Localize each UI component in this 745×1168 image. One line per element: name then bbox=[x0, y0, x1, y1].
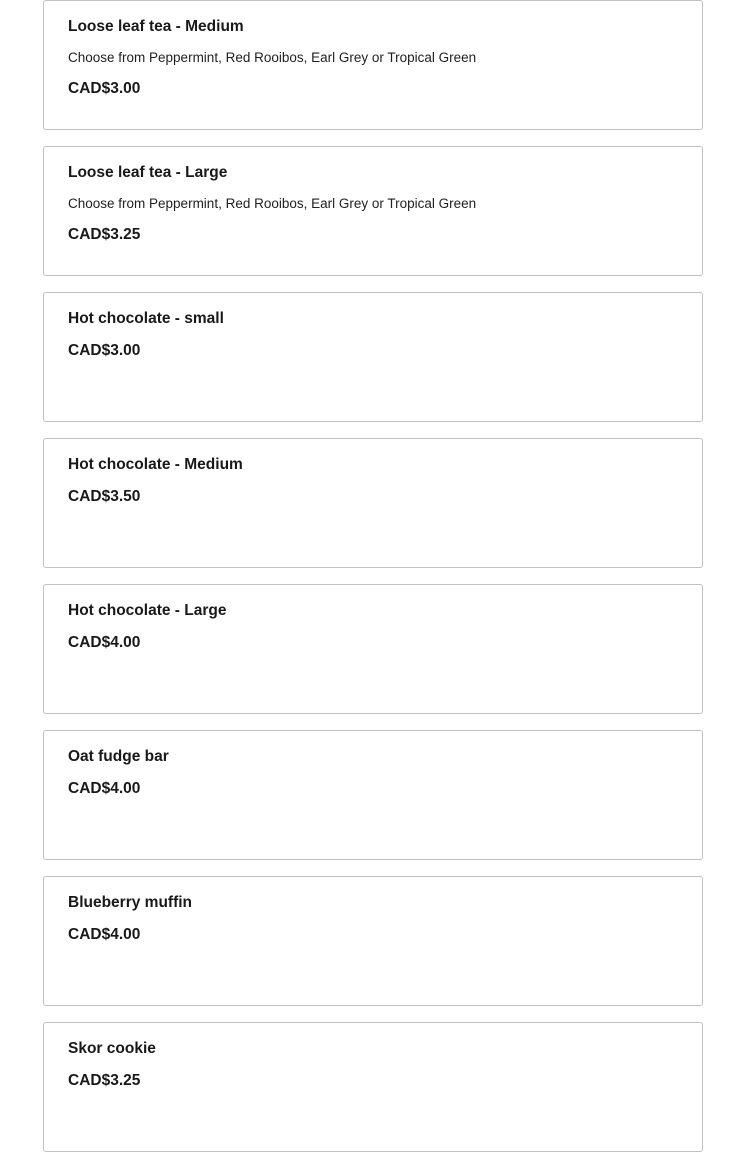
item-name: Loose leaf tea - Medium bbox=[68, 18, 244, 35]
item-price: CAD$4.00 bbox=[68, 634, 141, 651]
item-price: CAD$3.00 bbox=[68, 342, 141, 359]
item-name: Hot chocolate - Medium bbox=[68, 456, 243, 473]
menu-item-card[interactable] bbox=[43, 876, 703, 1006]
item-name: Oat fudge bar bbox=[68, 748, 169, 765]
item-price: CAD$3.25 bbox=[68, 226, 141, 243]
item-price: CAD$3.50 bbox=[68, 488, 141, 505]
item-description: Choose from Peppermint, Red Rooibos, Earl Grey or Tropical Green bbox=[68, 196, 477, 211]
item-name: Blueberry muffin bbox=[68, 894, 193, 911]
item-description: Choose from Peppermint, Red Rooibos, Earl Grey or Tropical Green bbox=[68, 50, 477, 65]
item-price: CAD$4.00 bbox=[68, 780, 141, 797]
item-name: Loose leaf tea - Large bbox=[68, 164, 228, 181]
item-price: CAD$4.00 bbox=[68, 926, 141, 943]
menu-item-card[interactable] bbox=[43, 146, 703, 276]
item-name: Skor cookie bbox=[68, 1040, 156, 1057]
menu-item-card[interactable] bbox=[43, 0, 703, 130]
item-name: Hot chocolate - small bbox=[68, 310, 224, 327]
item-name: Hot chocolate - Large bbox=[68, 602, 227, 619]
item-price: CAD$3.25 bbox=[68, 1072, 141, 1089]
menu-item-card[interactable] bbox=[43, 438, 703, 568]
menu-item-card[interactable] bbox=[43, 584, 703, 714]
menu-item-card[interactable] bbox=[43, 730, 703, 860]
menu-item-card[interactable] bbox=[43, 292, 703, 422]
menu-item-list bbox=[43, 0, 703, 1168]
item-price: CAD$3.00 bbox=[68, 80, 141, 97]
menu-item-card[interactable] bbox=[43, 1022, 703, 1152]
